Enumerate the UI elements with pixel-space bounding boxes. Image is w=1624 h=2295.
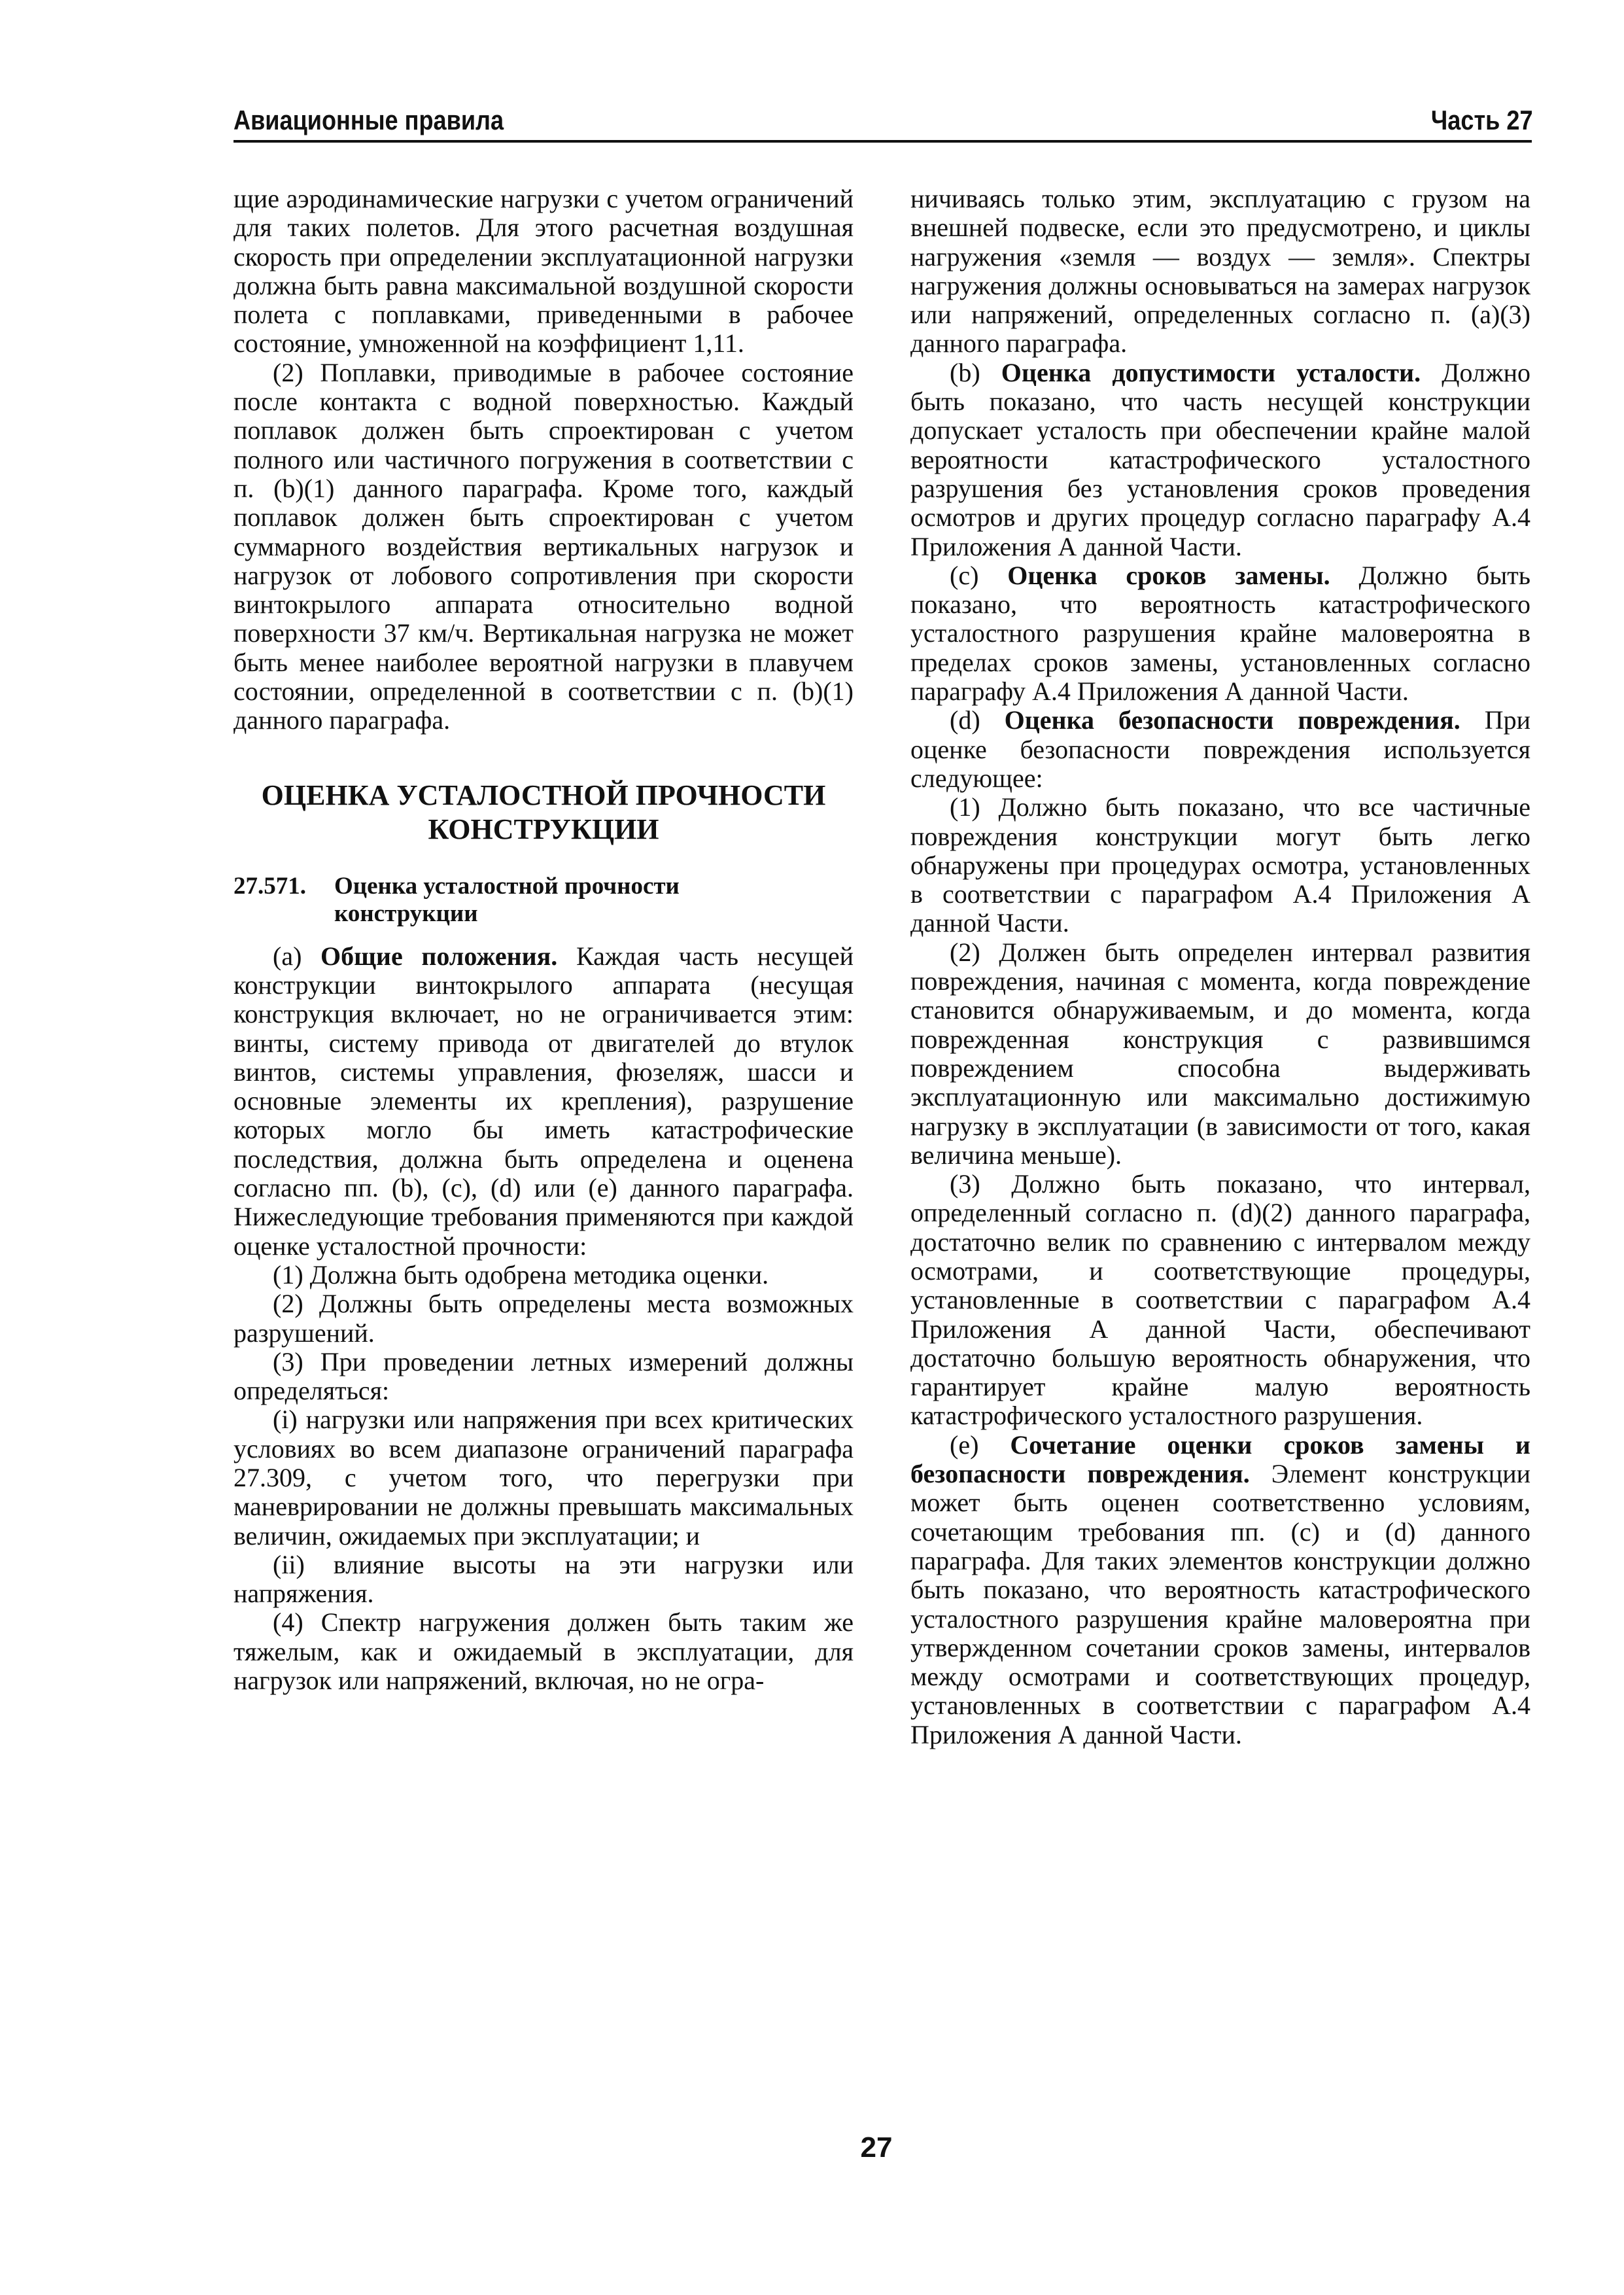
article-number: 27.571. bbox=[233, 872, 306, 900]
paragraph-a-heading: Общие положения. bbox=[320, 941, 558, 971]
paragraph-b-label: (b) bbox=[950, 357, 1001, 387]
paragraph-b bbox=[910, 359, 1530, 561]
section-title-line1: ОЦЕНКА УСТАЛОСТНОЙ ПРОЧНОСТИ bbox=[261, 779, 826, 811]
paragraph-a3-i: (i) нагрузки или напряжения при всех критических условиях во всем диапазоне ограничений параграфа 27.309, с учетом того, что перегрузки при маневрировании не должны превышать максимальных величин, ожидаемых при эксплуатации; и bbox=[233, 1405, 854, 1550]
running-header bbox=[233, 98, 1533, 140]
paragraph-a4: (4) Спектр нагружения должен быть таким же тяжелым, как и ожидаемый в эксплуатации, для нагрузок или напряжений, включая, но не огра- bbox=[233, 1607, 854, 1696]
paragraph-c-text: Должно быть показано, что вероятность катастрофического усталостного разрушения крайне маловероятна в пределах сроков замены, установленных согласно параграфу А.4 Приложения А данной Части. bbox=[910, 560, 1530, 707]
header-part: Часть 27 bbox=[1430, 105, 1533, 135]
paragraph-a1: (1) Должна быть одобрена методика оценки. bbox=[273, 1259, 769, 1289]
paragraph-c-heading: Оценка сроков замены. bbox=[1007, 560, 1330, 590]
paragraph-b-text: Должно быть показано, что часть несущей конструкции допускает усталость при обеспечении крайне малой вероятности катастрофического усталостного разрушения без установления сроков проведения осмотров и других процедур согласно параграфу А.4 Приложения А данной Части. bbox=[910, 357, 1530, 561]
paragraph-a bbox=[233, 942, 854, 1261]
paragraph-d3: (3) Должно быть показано, что интервал, определенный согласно п. (d)(2) данного параграфа, достаточно велик по сравнению с интервалом между осмотрами, и соответствующие процедуры, установленные в соответствии с параграфом А.4 Приложения А данной Части, обеспечивают достаточно большую вероятность обнаружения, что гарантирует крайне малую вероятность катастрофического усталостного разрушения. bbox=[910, 1169, 1530, 1431]
section-title bbox=[233, 779, 854, 847]
paragraph-e bbox=[910, 1431, 1530, 1749]
paragraph-continued: щие аэродинамические нагрузки с учетом ограничений для таких полетов. Для этого расчетная воздушная скорость при определении эксплуатационной нагрузки должна быть равна максимальной воздушной скорости полета с поплавками, приведенными в рабочее состояние, умноженной на коэффициент 1,11. bbox=[233, 184, 854, 359]
article-title bbox=[334, 873, 854, 928]
paragraph-e-label: (e) bbox=[950, 1429, 1011, 1460]
paragraph-d1: (1) Должно быть показано, что все частичные повреждения конструкции могут быть легко обнаружены при процедурах осмотра, установленных в соответствии с параграфом А.4 Приложения А данной Части. bbox=[910, 792, 1530, 938]
page-number: 27 bbox=[860, 2131, 893, 2164]
paragraph-a2: (2) Должны быть определены места возможных разрушений. bbox=[233, 1289, 854, 1348]
section-title-line2: КОНСТРУКЦИИ bbox=[428, 813, 659, 845]
paragraph-a-label: (a) bbox=[273, 941, 321, 971]
paragraph-d-heading: Оценка безопасности повреждения. bbox=[1004, 705, 1460, 735]
paragraph-a3-ii: (ii) влияние высоты на эти нагрузки или напряжения. bbox=[233, 1549, 854, 1609]
article-title-line2: конструкции bbox=[334, 900, 478, 927]
paragraph-e-heading: Сочетание оценки сроков замены и безопасности повреждения. bbox=[910, 1429, 1530, 1489]
article-title-line1: Оценка усталостной прочности bbox=[334, 872, 680, 900]
header-rule bbox=[233, 140, 1532, 143]
paragraph-a-text: Каждая часть несущей конструкции винтокрылого аппарата (несущая конструкция включает, но не ограничивается этим: винты, систему привода от двигателей до втулок винтов, системы управления, фюзеляж, шасси и основные элементы их крепления), разрушение которых могло бы иметь катастрофические последствия, должна быть определена и оценена согласно пп. (b), (c), (d) или (e) данного параграфа. Нижеследующие требования применяются при каждой оценке усталостной прочности: bbox=[233, 941, 854, 1261]
paragraph-floats: (2) Поплавки, приводимые в рабочее состояние после контакта с водной поверхностью. Каждый поплавок должен быть спроектирован с учетом полного или частичного погружения в соответствии с п. (b)(1) данного параграфа. Кроме того, каждый поплавок должен быть спроектирован с учетом суммарного воздействия вертикальных нагрузок и нагрузок от лобового сопротивления при скорости винтокрылого аппарата относительно водной поверхности 37 км/ч. Вертикальная нагрузка не может быть менее наиболее вероятной нагрузки в плавучем состоянии, определенной в соответствии с п. (b)(1) данного параграфа. bbox=[233, 357, 854, 735]
paragraph-d-text: При оценке безопасности повреждения используется следующее: bbox=[910, 705, 1531, 793]
paragraph-d bbox=[910, 706, 1530, 793]
paragraph-c bbox=[910, 561, 1530, 706]
article-heading bbox=[233, 873, 854, 928]
right-column bbox=[910, 184, 1530, 1749]
paragraph-b-heading: Оценка допустимости усталости. bbox=[1001, 357, 1421, 387]
paragraph-c-label: (c) bbox=[950, 560, 1008, 590]
paragraph-a4-continued: ничиваясь только этим, эксплуатацию с грузом на внешней подвеске, если это предусмотрено, и циклы нагружения «земля — воздух — земля». Спектры нагружения должны основываться на замерах нагрузок или напряжений, определенных согласно п. (a)(3) данного параграфа. bbox=[910, 184, 1530, 359]
paragraph-d-label: (d) bbox=[950, 705, 1005, 735]
left-column bbox=[233, 184, 854, 1695]
paragraph-a3: (3) При проведении летных измерений должны определяться: bbox=[233, 1346, 854, 1406]
paragraph-d2: (2) Должен быть определен интервал развития повреждения, начиная с момента, когда повреждение становится обнаруживаемым, и до момента, когда поврежденная конструкция с развившимся повреждением способна выдерживать эксплуатационную или максимально достижимую нагрузку в эксплуатации (в зависимости от того, какая величина меньше). bbox=[910, 937, 1530, 1170]
paragraph-e-text: Элемент конструкции может быть оценен соответственно условиям, сочетающим требования пп. (c) и (d) данного параграфа. Для таких элементов конструкции должно быть показано, что вероятность катастрофического усталостного разрушения крайне маловероятна при утвержденном сочетании сроков замены, интервалов между осмотрами и соответствующих процедур, установленных в соответствии с параграфом А.4 Приложения А данной Части. bbox=[910, 1459, 1530, 1749]
header-title: Авиационные правила bbox=[233, 105, 504, 135]
